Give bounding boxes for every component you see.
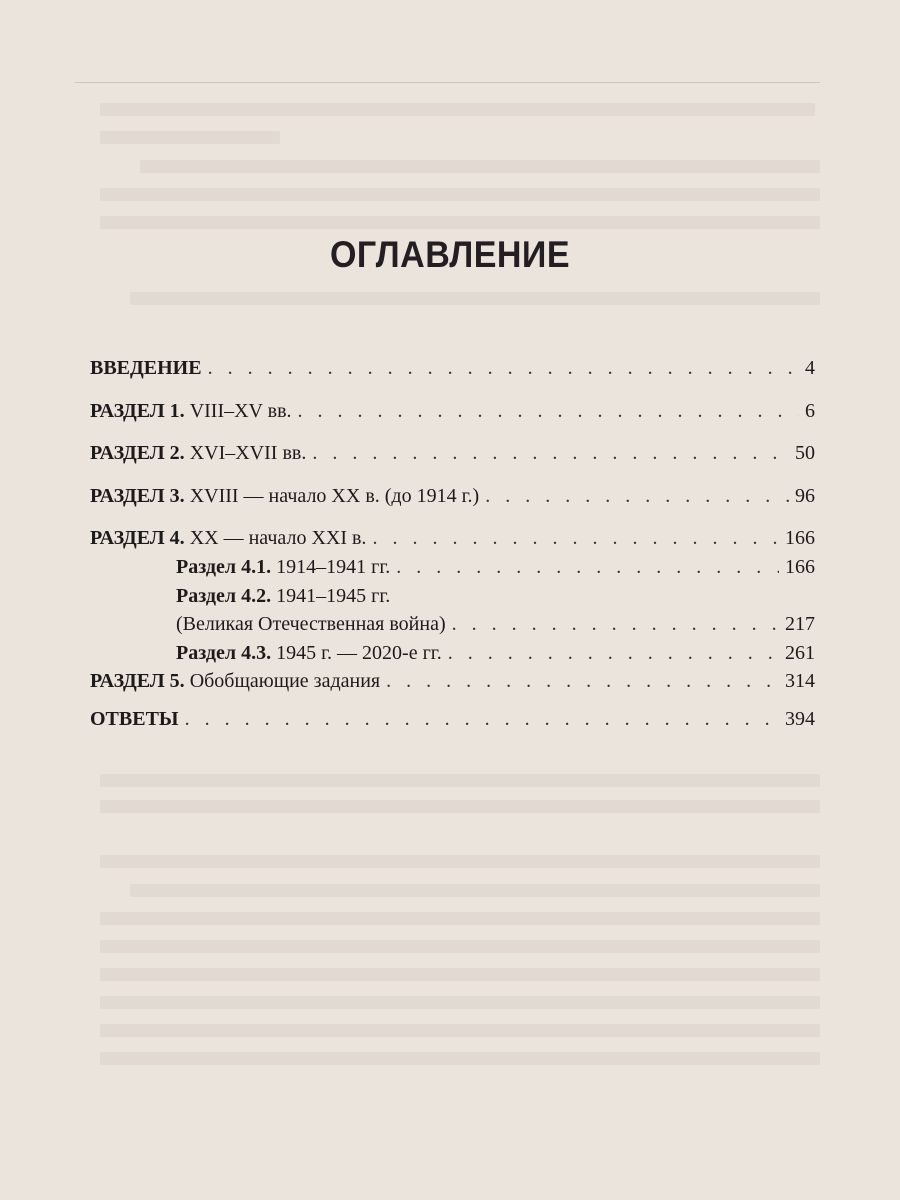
bleed-through-line bbox=[100, 774, 820, 787]
leader-dots bbox=[372, 526, 779, 550]
bleed-through-line bbox=[100, 855, 820, 868]
toc-entry-label: Раздел 4.1. bbox=[176, 556, 272, 578]
toc-entry-label: Раздел 4.2. bbox=[176, 585, 272, 607]
toc-entry-label: РАЗДЕЛ 4. bbox=[90, 527, 185, 549]
leader-dots bbox=[386, 669, 779, 693]
bleed-through-line bbox=[100, 131, 280, 144]
leader-dots bbox=[208, 356, 799, 380]
bleed-through-line bbox=[100, 996, 820, 1009]
toc-page-number: 261 bbox=[785, 642, 815, 664]
toc-entry-section-5[interactable]: РАЗДЕЛ 5. Обобщающие задания . . . 314 bbox=[90, 669, 815, 693]
toc-entry-answers[interactable] bbox=[90, 707, 815, 731]
toc-entry-label: РАЗДЕЛ 3. bbox=[90, 485, 185, 507]
bleed-through-line bbox=[100, 800, 820, 813]
bleed-through-line bbox=[140, 160, 820, 173]
toc-entry-label: ВВЕДЕНИЕ bbox=[90, 357, 202, 379]
bleed-through-line bbox=[100, 103, 815, 116]
toc-entry-label: Раздел 4.3. bbox=[176, 642, 272, 664]
toc-entry-introduction[interactable] bbox=[90, 356, 815, 380]
bleed-through-line bbox=[130, 292, 820, 305]
page-title: ОГЛАВЛЕНИЕ bbox=[329, 234, 571, 275]
toc-page-number: 4 bbox=[805, 357, 815, 379]
toc-page-number: 314 bbox=[785, 670, 815, 692]
leader-dots bbox=[452, 612, 779, 636]
bleed-through-line bbox=[100, 1052, 820, 1065]
bleed-through-line bbox=[100, 188, 820, 201]
toc-entry-section-4[interactable]: РАЗДЕЛ 4. XX — начало XXI в. . . . 166 bbox=[90, 526, 815, 550]
bleed-through-line bbox=[100, 968, 820, 981]
bleed-through-header-rule bbox=[75, 82, 820, 83]
leader-dots bbox=[448, 641, 779, 665]
leader-dots bbox=[185, 707, 779, 731]
leader-dots bbox=[298, 399, 799, 423]
toc-entry-section-3[interactable]: РАЗДЕЛ 3. XVIII — начало XX в. (до 1914 г.) . . . 96 bbox=[90, 484, 815, 508]
toc-entry-section-4-2[interactable]: (Великая Отечественная война) . . . 217 bbox=[176, 612, 815, 636]
toc-page-number: 6 bbox=[805, 400, 815, 422]
bleed-through-line bbox=[100, 940, 820, 953]
toc-page-number: 166 bbox=[785, 556, 815, 578]
bleed-through-line bbox=[100, 912, 820, 925]
bleed-through-line bbox=[130, 884, 820, 897]
toc-page-number: 96 bbox=[795, 485, 815, 507]
toc-page-number: 166 bbox=[785, 527, 815, 549]
toc-entry-label: РАЗДЕЛ 2. bbox=[90, 442, 185, 464]
toc-entry-label: РАЗДЕЛ 5. bbox=[90, 670, 185, 692]
bleed-through-line bbox=[100, 1024, 820, 1037]
toc-entry-section-4-3[interactable]: Раздел 4.3. 1945 г. — 2020-е гг. . . . 261 bbox=[176, 641, 815, 665]
leader-dots bbox=[485, 484, 789, 508]
toc-page-number: 217 bbox=[785, 613, 815, 635]
toc-entry-label: РАЗДЕЛ 1. bbox=[90, 400, 185, 422]
toc-entry-section-2[interactable]: РАЗДЕЛ 2. XVI–XVII вв. . . . 50 bbox=[90, 441, 815, 465]
toc-entry-section-1[interactable]: РАЗДЕЛ 1. VIII–XV вв. . . . 6 bbox=[90, 399, 815, 423]
leader-dots bbox=[396, 555, 779, 579]
toc-entry-label: ОТВЕТЫ bbox=[90, 708, 179, 730]
toc-entry-section-4-2-title[interactable]: Раздел 4.2. 1941–1945 гг. bbox=[176, 585, 391, 607]
leader-dots bbox=[312, 441, 789, 465]
toc-page-number: 50 bbox=[795, 442, 815, 464]
bleed-through-line bbox=[100, 216, 820, 229]
toc-entry-section-4-1[interactable]: Раздел 4.1. 1914–1941 гг. . . . 166 bbox=[176, 555, 815, 579]
toc-page-number: 394 bbox=[785, 708, 815, 730]
